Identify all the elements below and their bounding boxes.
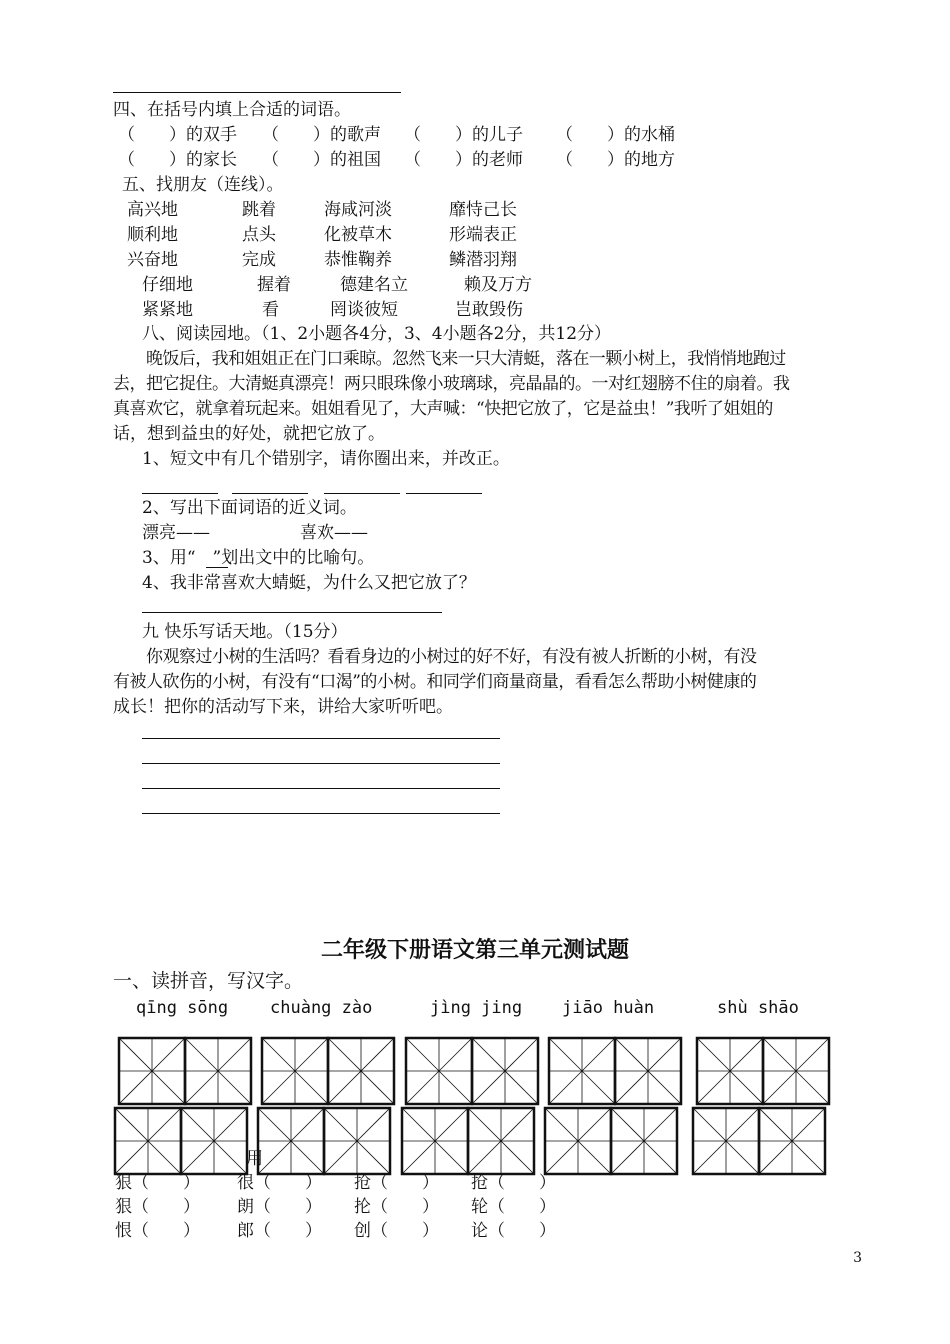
char-blank: 抢（ ） — [354, 1173, 439, 1193]
char-blank: 朗（ ） — [237, 1197, 322, 1217]
char-blank: 论（ ） — [471, 1221, 556, 1241]
question-3: 3、用“ ”划出文中的比喻句。 — [142, 548, 375, 568]
writing-line — [142, 788, 500, 789]
section4-title: 四、在括号内填上合适的词语。 — [113, 100, 351, 120]
passage-line: 你观察过小树的生活吗？看看身边的小树过的好不好，有没有被人折断的小树，有没 — [146, 647, 757, 667]
test-title: 二年级下册语文第三单元测试题 — [320, 938, 629, 963]
blank-item: （ ）的儿子 — [404, 125, 523, 145]
overlap-char: 用 — [246, 1149, 263, 1169]
pinyin: qīng sōng — [136, 998, 229, 1018]
blank-item: （ ）的歌声 — [262, 125, 381, 145]
char-blank: 轮（ ） — [471, 1197, 556, 1217]
match-word: 靡恃己长 — [449, 200, 517, 220]
section5-title: 五、找朋友（连线）。 — [122, 175, 284, 195]
match-word: 看 — [262, 300, 279, 320]
top-rule — [113, 92, 401, 93]
match-word: 完成 — [242, 250, 276, 270]
blank-item: （ ）的水桶 — [556, 125, 675, 145]
underline-sample — [206, 567, 228, 568]
match-word: 罔谈彼短 — [330, 300, 398, 320]
page-number: 3 — [853, 1250, 862, 1266]
char-blank: 创（ ） — [354, 1221, 439, 1241]
section1-title: 一、读拼音，写汉字。 — [113, 970, 304, 992]
question-2: 2、写出下面词语的近义词。 — [142, 498, 357, 518]
blank-line — [232, 493, 308, 494]
section8-title: 八、阅读园地。（1、2小题各4分，3、4小题各2分，共12分） — [142, 324, 612, 344]
char-blank: 郎（ ） — [237, 1221, 322, 1241]
match-word: 恭惟鞠养 — [324, 250, 392, 270]
writing-line — [142, 763, 500, 764]
blank-item: （ ）的老师 — [404, 150, 523, 170]
pinyin: chuàng zào — [270, 998, 373, 1018]
char-blank: 恨（ ） — [115, 1221, 200, 1241]
match-word: 岂敢毁伤 — [455, 300, 523, 320]
match-word: 高兴地 — [127, 200, 178, 220]
blank-item: （ ）的双手 — [118, 125, 237, 145]
blank-item: （ ）的祖国 — [262, 150, 381, 170]
passage-line: 有被人砍伤的小树，有没有“口渴”的小树。和同学们商量商量，看看怎么帮助小树健康的 — [113, 672, 757, 692]
synonym-2: 喜欢—— — [300, 523, 368, 543]
passage-line: 去，把它捉住。大清蜓真漂亮！两只眼珠像小玻璃球，亮晶晶的。一对红翅膀不住的扇着。我 — [113, 374, 790, 394]
synonym-1: 漂亮—— — [142, 523, 210, 543]
writing-line — [142, 738, 500, 739]
match-word: 兴奋地 — [127, 250, 178, 270]
passage-line: 真喜欢它，就拿着玩起来。姐姐看见了，大声喊：“快把它放了，它是益虫！”我听了姐姐的 — [113, 399, 773, 419]
match-word: 点头 — [242, 225, 276, 245]
blank-item: （ ）的地方 — [556, 150, 675, 170]
blank-item: （ ）的家长 — [118, 150, 237, 170]
match-word: 紧紧地 — [142, 300, 193, 320]
pinyin: jìng jing — [430, 998, 523, 1018]
match-word: 化被草木 — [324, 225, 392, 245]
char-blank: 很（ ） — [237, 1173, 322, 1193]
match-word: 仔细地 — [142, 275, 193, 295]
match-word: 跳着 — [242, 200, 276, 220]
match-word: 顺利地 — [127, 225, 178, 245]
char-blank: 抢（ ） — [471, 1173, 556, 1193]
match-word: 形端表正 — [449, 225, 517, 245]
char-blank: 狠（ ） — [115, 1173, 200, 1193]
question-1: 1、短文中有几个错别字，请你圈出来，并改正。 — [142, 449, 510, 469]
answer-line — [142, 612, 442, 613]
pinyin: shù shāo — [717, 998, 799, 1018]
question-4: 4、我非常喜欢大蜻蜓，为什么又把它放了？ — [142, 573, 476, 593]
match-word: 赖及万方 — [464, 275, 532, 295]
match-word: 海咸河淡 — [324, 200, 392, 220]
blank-line — [406, 493, 482, 494]
match-word: 德建名立 — [340, 275, 408, 295]
match-word: 鳞潜羽翔 — [449, 250, 517, 270]
section9-title: 九 快乐写话天地。（15分） — [142, 622, 348, 642]
pinyin: jiāo huàn — [562, 998, 655, 1018]
char-blank: 狠（ ） — [115, 1197, 200, 1217]
blank-line — [142, 493, 218, 494]
blank-line — [324, 493, 400, 494]
passage-line: 成长！把你的活动写下来，讲给大家听听吧。 — [113, 697, 453, 717]
char-blank: 抡（ ） — [354, 1197, 439, 1217]
passage-line: 晚饭后，我和姐姐正在门口乘晾。忽然飞来一只大清蜓，落在一颗小树上，我悄悄地跑过 — [146, 349, 786, 369]
passage-line: 话，想到益虫的好处，就把它放了。 — [113, 424, 385, 444]
match-word: 握着 — [257, 275, 291, 295]
writing-line — [142, 813, 500, 814]
